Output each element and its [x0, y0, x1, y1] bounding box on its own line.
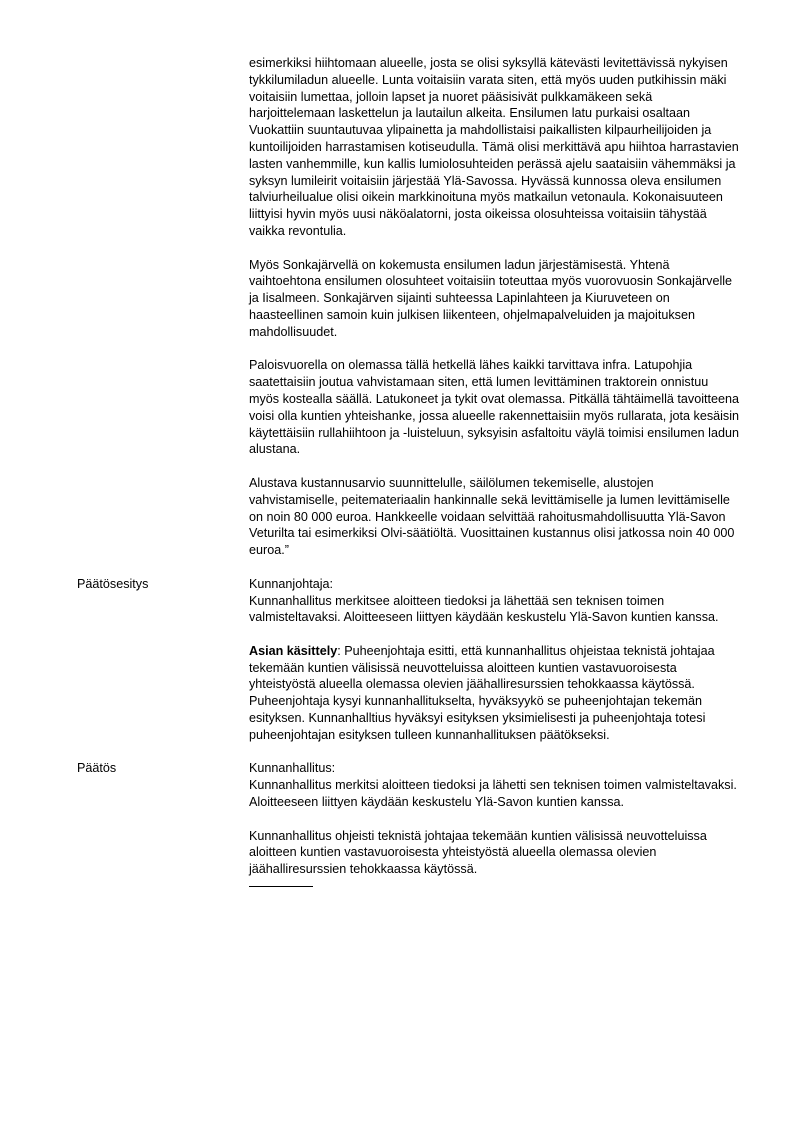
- handling-text: : Puheenjohtaja esitti, että kunnanhallitus ohjeistaa teknistä johtajaa tekemään kuntien välisissä neuvotteluissa aloitteen kuntien vastavuoroisesta yhteistyöstä alueella olemassa olevien jäähalliresurssien tehokkaassa käytössä. Puheenjohtaja kysyi kunnanhallitukselta, hyväksyykö se puheenjohtajan tekemän esityksen. Kunnanhalltius hyväksyi esityksen yksimielisesti ja puheenjohtaja totesi puheenjohtajan esityksen tulleen kunnanhallituksen päätökseksi.: [249, 643, 715, 742]
- decision-text-column: [249, 760, 741, 887]
- proposal-text: Kunnanhallitus merkitsee aloitteen tiedoksi ja lähettää sen teknisen toimen valmisteltavaksi. Aloitteeseen liittyen käydään keskustelu Ylä-Savon kuntien kanssa.: [249, 593, 719, 625]
- paragraph-snow-storage: esimerkiksi hiihtomaan alueelle, josta se olisi syksyllä kätevästi levitettävissä nykyisen tykkilumiladun alueelle. Lunta voitaisiin varata siten, että myös uuden putkihissin mäki voitaisiin lumettaa, jolloin lapset ja nuoret pääsisivät pulkkamäkeen sekä harjoittelemaan laskettelun ja lautailun alkeita. Ensilumen latu purkaisi osaltaan Vuokattiin suuntautuvaa ylipainetta ja mahdollistaisi paikallisten kilpaurheilijoiden ja kuntoilijoiden harrastamisen kotiseudulla. Tämä olisi merkittävä apu hiihtoa harrastavien lasten vanhemmille, kun kallis lumiolosuhteiden perässä ajelu saataisiin vähemmäksi ja syksyn lumileirit voitaisiin järjestää Ylä-Savossa. Hyvässä kunnossa oleva ensilumen talviurheilualue olisi oikein markkinoituna myös matkailun vetonaula. Kokonaisuuteen liittyisi hyvin myös uusi näköalatorni, josta oikeissa olosuhteissa voitaisiin tähystää vaikka revontulia.: [249, 56, 739, 238]
- handling-paragraph: [249, 643, 741, 744]
- document-page: [0, 55, 794, 887]
- intro-text-column: [249, 55, 741, 559]
- proposal-text-column: [249, 576, 741, 744]
- handling-label: Asian käsittely: [249, 643, 338, 658]
- end-rule: [249, 886, 313, 887]
- proposal-author: Kunnanjohtaja:: [249, 576, 334, 591]
- paragraph-cost-estimate: Alustava kustannusarvio suunnittelulle, säilölumen tekemiselle, alustojen vahvistamiselle, peitemateriaalin hankinnalle sekä levittämiselle ja lumen levittämiselle on noin 80 000 euroa. Hankkeelle voidaan selvittää rahoitusmahdollisuutta Ylä-Savon Veturilta tai esimerkiksi Olvi-säätiöltä. Vuosittainen kustannus olisi jatkossa noin 40 000 euroa.”: [249, 475, 735, 558]
- paragraph-sonkajarvi: Myös Sonkajärvellä on kokemusta ensilumen ladun järjestämisestä. Yhtenä vaihtoehtona ensilumen olosuhteet voitaisiin toteuttaa myös vuorovuosin Sonkajärvelle ja Iisalmeen. Sonkajärven sijainti suhteessa Lapinlahteen ja Kiuruveteen on haasteellinen samoin kuin julkisen liikenteen, ohjelmapalveluiden ja majoituksen mahdollisuudet.: [249, 257, 733, 339]
- proposal-section: [0, 576, 794, 744]
- intro-section: [0, 55, 794, 559]
- decision-section: [0, 760, 794, 887]
- decision-text: Kunnanhallitus merkitsi aloitteen tiedoksi ja lähetti sen teknisen toimen valmisteltavaksi. Aloitteeseen liittyen käydään keskustelu Ylä-Savon kuntien kanssa.: [249, 778, 737, 810]
- decision-text-2: Kunnanhallitus ohjeisti teknistä johtajaa tekemään kuntien välisissä neuvotteluissa aloitteen kuntien vastavuoroisesta yhteistyöstä alueella olemassa olevien jäähalliresurssien tehokkaassa käytössä.: [249, 828, 707, 877]
- proposal-label: Päätösesitys: [77, 576, 149, 591]
- decision-author: Kunnanhallitus:: [249, 761, 336, 776]
- decision-label: Päätös: [77, 761, 117, 776]
- paragraph-paloisvuori: Paloisvuorella on olemassa tällä hetkellä lähes kaikki tarvittava infra. Latupohjia saatettaisiin joutua vahvistamaan siten, että lumen levittäminen traktorein onnistuu myös kostealla säällä. Latukoneet ja tykit ovat olemassa. Pitkällä tähtäimellä tavoitteena voisi olla kuntien yhteishanke, jossa alueelle rakennettaisiin myös rullarata, jota kesäisin käytettäisiin rullahiihtoon ja -luisteluun, syksyisin asfaltoitu väylä toimisi ensilumen ladun alustana.: [249, 358, 740, 457]
